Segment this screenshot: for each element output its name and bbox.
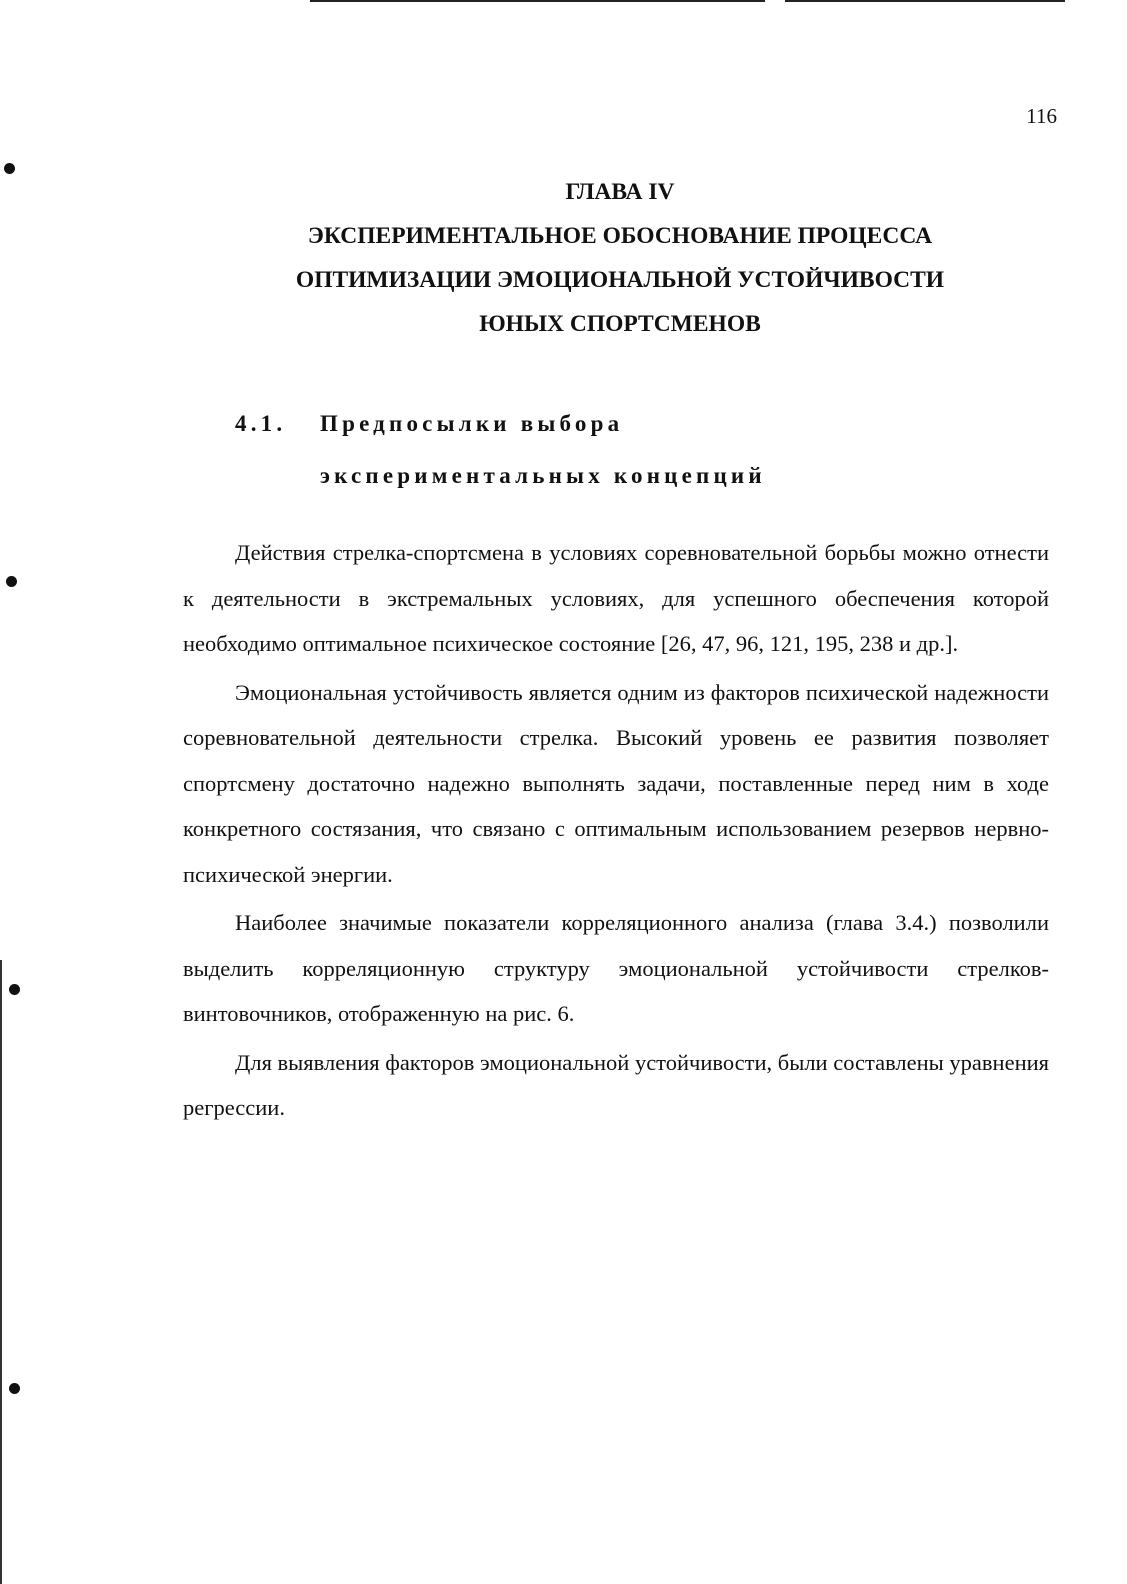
chapter-heading: [200, 170, 1040, 346]
section-heading: [235, 398, 766, 502]
section-title-line: Предпосылки выбора: [320, 411, 624, 436]
body-text: [183, 530, 1049, 1134]
section-title-line: экспериментальных концепций: [320, 463, 766, 488]
chapter-title-line: ОПТИМИЗАЦИИ ЭМОЦИОНАЛЬНОЙ УСТОЙЧИВОСТИ: [295, 267, 945, 293]
punch-hole-icon: [4, 163, 15, 174]
section-number: 4.1.: [235, 411, 287, 436]
page-number: 116: [1026, 104, 1057, 128]
scan-top-rule: [785, 0, 1065, 2]
paragraph: Наиболее значимые показатели корреляционного анализа (глава 3.4.) позволили выделить корреляционную структуру эмоциональной устойчивости стрелков-винтовочников, отображенную на рис. 6.: [183, 910, 1049, 1026]
paragraph: Действия стрелка-спортсмена в условиях соревновательной борьбы можно отнести к деятельности в экстремальных условиях, для успешного обеспечения которой необходимо оптимальное психическое состояние [26, 47, 96, 121, 195, 238 и др.].: [183, 540, 1049, 656]
chapter-label: ГЛАВА IV: [565, 179, 675, 205]
chapter-title-line: ЭКСПЕРИМЕНТАЛЬНОЕ ОБОСНОВАНИЕ ПРОЦЕССА: [307, 223, 933, 249]
paragraph: Для выявления факторов эмоциональной устойчивости, были составлены уравнения регрессии.: [183, 1049, 1049, 1120]
scan-left-edge: [0, 960, 2, 1584]
punch-hole-icon: [9, 984, 20, 995]
chapter-title-line: ЮНЫХ СПОРТСМЕНОВ: [479, 311, 761, 337]
paragraph: Эмоциональная устойчивость является одним из факторов психической надежности соревновательной деятельности стрелка. Высокий уровень ее развития позволяет спортсмену достаточно надежно выполнять задачи, поставленные перед ним в ходе конкретного состязания, что связано с оптимальным использованием резервов нервно-психической энергии.: [183, 679, 1049, 887]
punch-hole-icon: [9, 1383, 20, 1394]
scan-top-rule: [310, 0, 765, 2]
punch-hole-icon: [6, 576, 17, 587]
